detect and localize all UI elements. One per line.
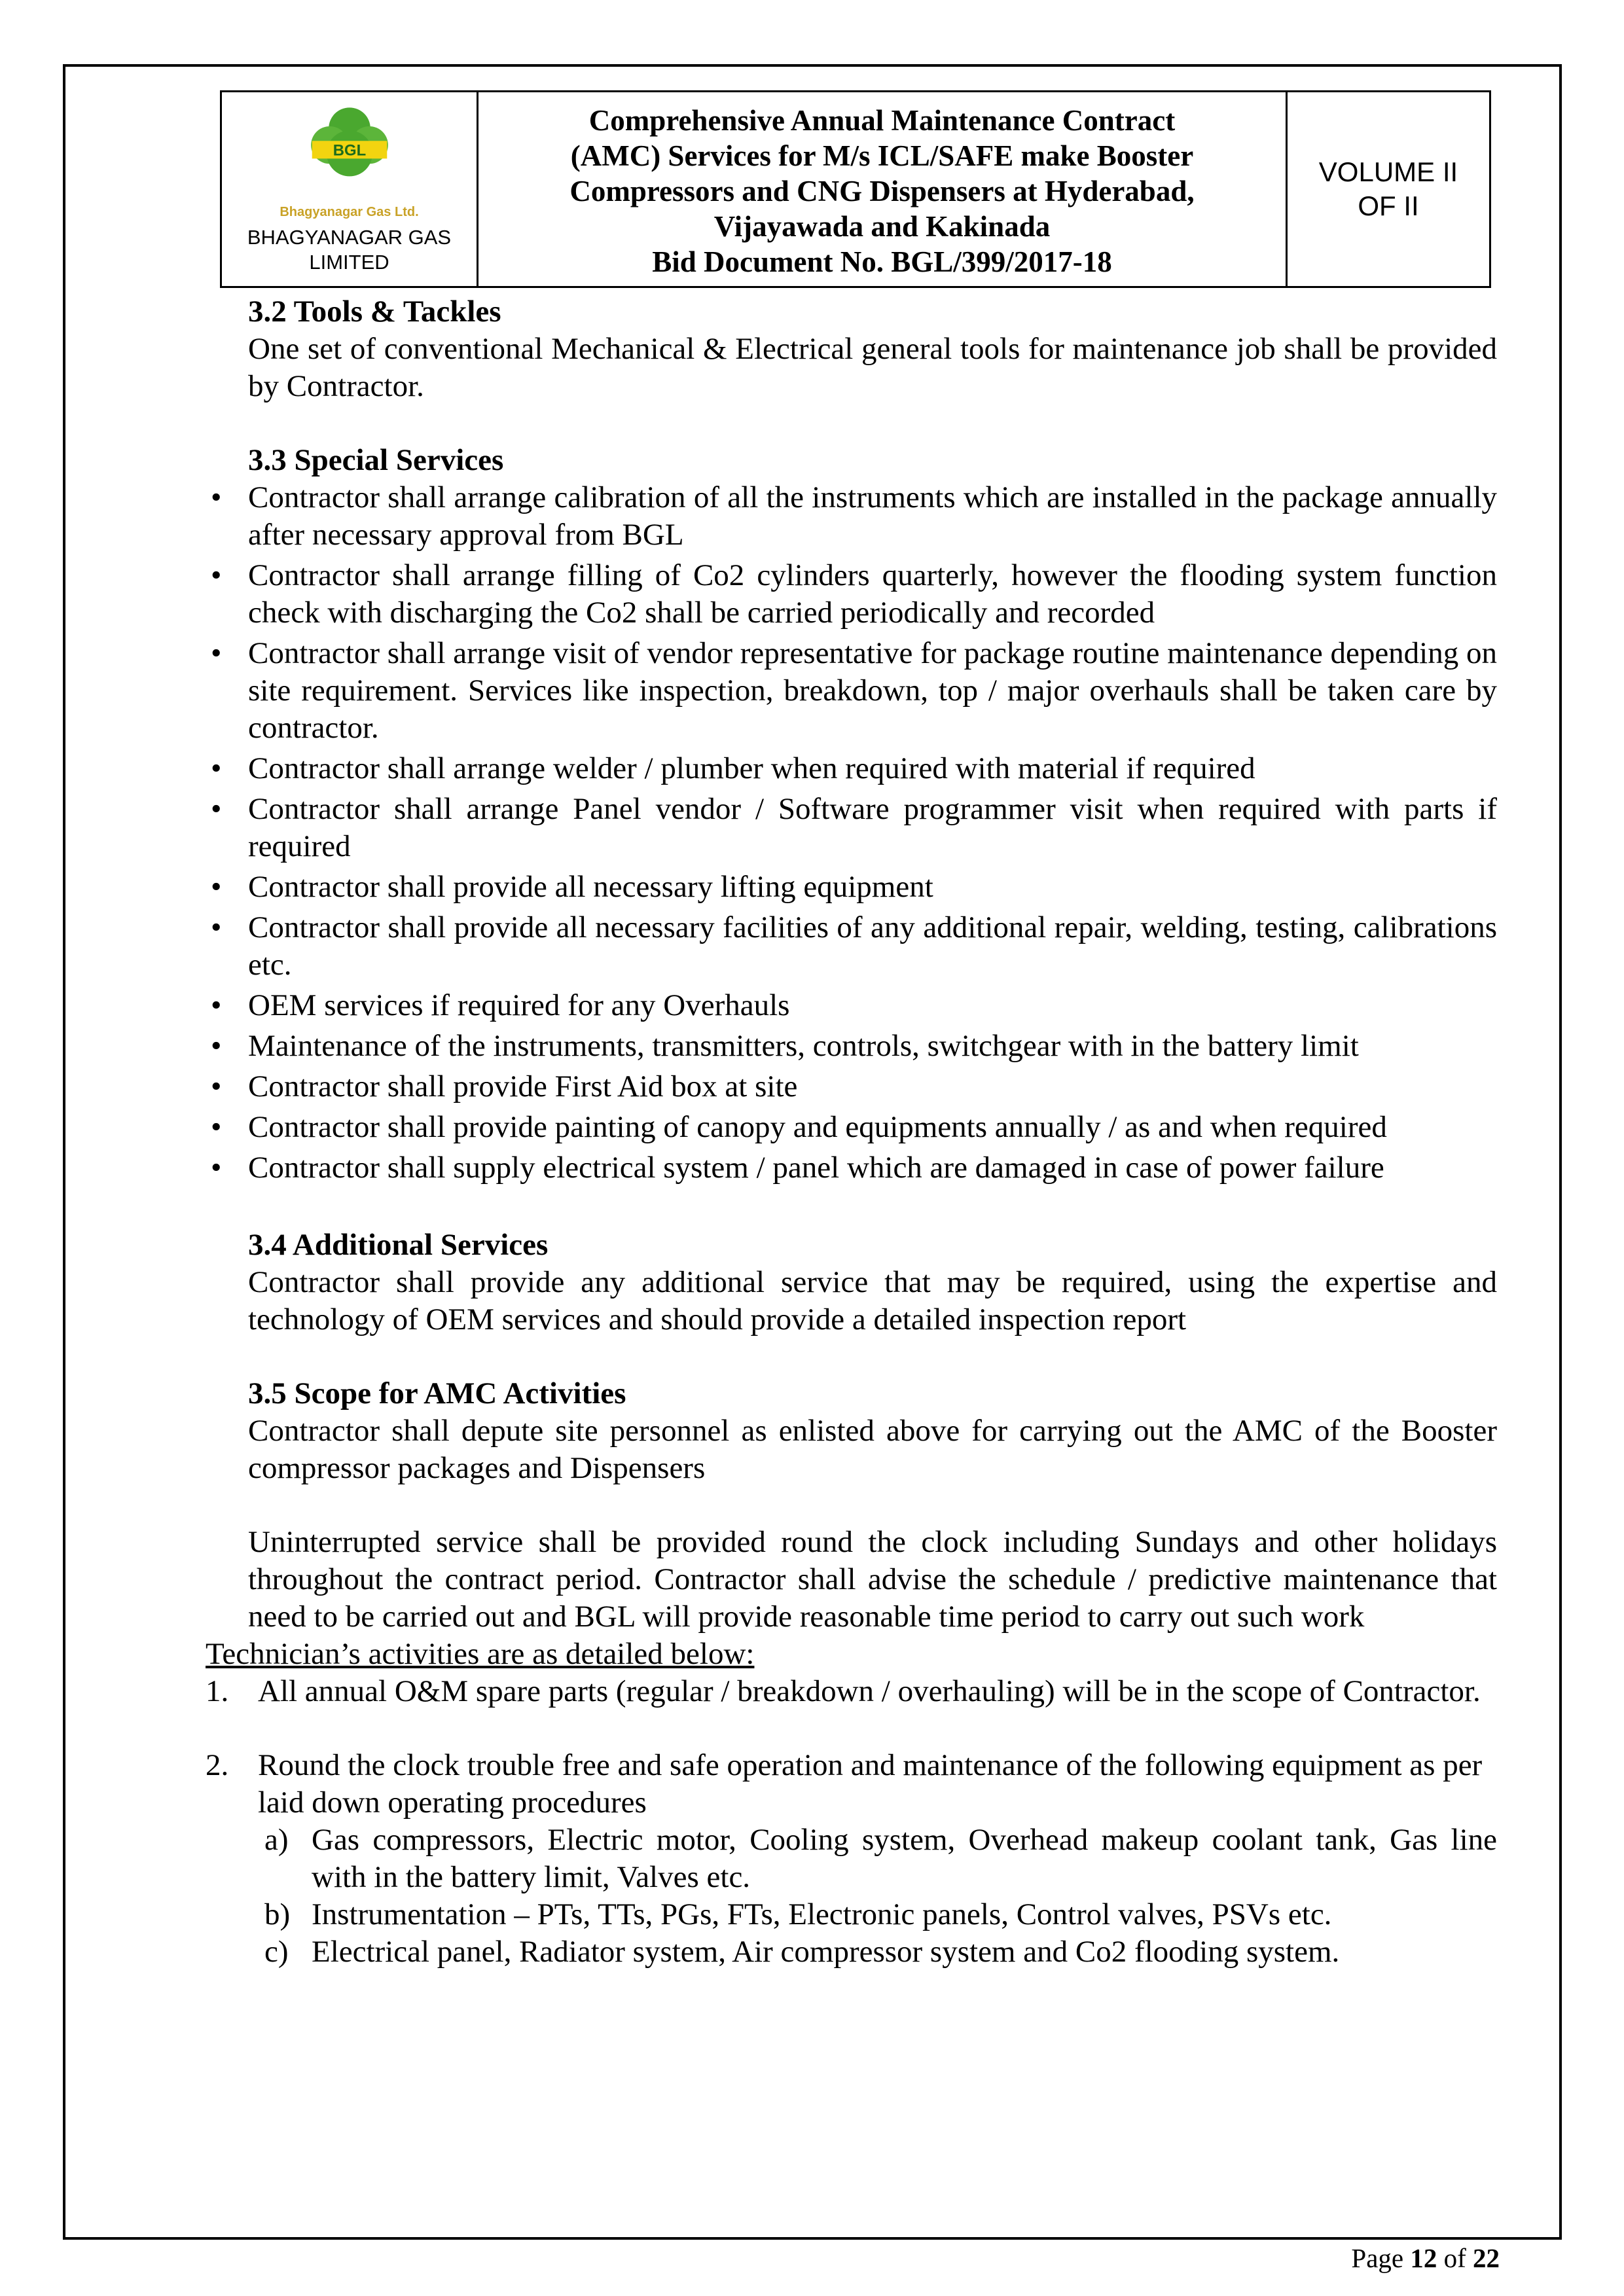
- bullet-item: • Contractor shall provide all necessary facilities of any additional repair, welding, testing, calibrations etc.: [206, 909, 1497, 984]
- volume-cell: [1288, 92, 1489, 286]
- logo-company-small: Bhagyanagar Gas Ltd.: [280, 205, 419, 219]
- item-number: 2.: [206, 1748, 229, 1782]
- special-services-list: [206, 479, 1497, 1187]
- of-label: of: [1437, 2243, 1473, 2273]
- document-title-line3: Compressors and CNG Dispensers at Hyderabad,: [569, 175, 1195, 207]
- bullet-item: • Contractor shall arrange filling of Co2 cylinders quarterly, however the flooding system function check with discharging the Co2 shall be carried periodically and recorded: [206, 557, 1497, 632]
- section-heading-3-2: 3.2 Tools & Tackles: [248, 295, 501, 329]
- document-title-line4: Vijayawada and Kakinada: [713, 210, 1051, 243]
- document-title-line2: (AMC) Services for M/s ICL/SAFE make Booster: [570, 139, 1194, 172]
- bid-document-number: Bid Document No. BGL/399/2017-18: [652, 245, 1112, 278]
- sub-item-text: Gas compressors, Electric motor, Cooling system, Overhead makeup coolant tank, Gas line with in the battery limit, Valves etc.: [312, 1823, 1497, 1894]
- item-number: 1.: [206, 1674, 229, 1708]
- spacer: [206, 1338, 1497, 1375]
- sub-item-b: [264, 1896, 1497, 1933]
- bullet-item: • Contractor shall supply electrical system / panel which are damaged in case of power failure: [206, 1149, 1497, 1187]
- numbered-item-1: [206, 1673, 1497, 1710]
- bgl-logo-graphic: [297, 103, 402, 195]
- bullet-item: • Contractor shall arrange calibration of all the instruments which are installed in the package annually after necessary approval from BGL: [206, 479, 1497, 554]
- page-number: 12: [1410, 2243, 1437, 2273]
- org-name-line2: LIMITED: [309, 251, 389, 274]
- bullet-item: • Contractor shall arrange Panel vendor / Software programmer visit when required with parts if required: [206, 791, 1497, 865]
- sub-item-letter: c): [264, 1935, 289, 1969]
- bullet-item: • Contractor shall arrange welder / plumber when required with material if required: [206, 750, 1497, 787]
- sub-item-letter: a): [264, 1823, 289, 1857]
- total-pages: 22: [1473, 2243, 1500, 2273]
- sub-item-letter: b): [264, 1897, 291, 1931]
- section-3-4-paragraph: Contractor shall provide any additional service that may be required, using the expertise and technology of OEM services and should provide a detailed inspection report: [248, 1265, 1497, 1336]
- bullet-item: • Contractor shall provide painting of canopy and equipments annually / as and when required: [206, 1109, 1497, 1146]
- bullet-item: • OEM services if required for any Overhauls: [206, 987, 1497, 1024]
- page-footer: [1351, 2242, 1500, 2274]
- company-logo-icon: [297, 103, 402, 204]
- volume-line2: OF II: [1358, 190, 1419, 221]
- spacer: [206, 1710, 1497, 1747]
- bullet-item: • Maintenance of the instruments, transmitters, controls, switchgear with in the battery limit: [206, 1028, 1497, 1065]
- page-frame: [63, 64, 1562, 2240]
- org-name: [247, 225, 451, 275]
- document-body: [65, 288, 1559, 1971]
- document-title-cell: [478, 92, 1288, 286]
- document-header: [220, 90, 1491, 288]
- bullet-item: • Contractor shall provide First Aid box at site: [206, 1068, 1497, 1105]
- sub-item-c: [264, 1933, 1497, 1971]
- section-3-2-paragraph: One set of conventional Mechanical & Electrical general tools for maintenance job shall be provided by Contractor.: [248, 332, 1497, 403]
- sub-item-text: Instrumentation – PTs, TTs, PGs, FTs, Electronic panels, Control valves, PSVs etc.: [312, 1897, 1332, 1931]
- technician-activities-heading: Technician’s activities are as detailed below:: [206, 1637, 755, 1671]
- org-name-line1: BHAGYANAGAR GAS: [247, 226, 452, 249]
- spacer: [206, 405, 1497, 442]
- bullet-item: • Contractor shall arrange visit of vendor representative for package routine maintenance depending on site requirement. Services like inspection, breakdown, top / major overhauls shall be taken care by contractor.: [206, 635, 1497, 747]
- item-text: Round the clock trouble free and safe operation and maintenance of the following equipment as per laid down operating procedures: [258, 1748, 1483, 1820]
- page-label: Page: [1351, 2243, 1411, 2273]
- section-heading-3-3: 3.3 Special Services: [248, 443, 504, 477]
- section-heading-3-4: 3.4 Additional Services: [248, 1228, 549, 1262]
- section-3-5-paragraph-1: Contractor shall depute site personnel as enlisted above for carrying out the AMC of the Booster compressor packages and Dispensers: [248, 1414, 1497, 1485]
- volume-line1: VOLUME II: [1318, 156, 1458, 187]
- spacer: [206, 1190, 1497, 1227]
- document-title-line1: Comprehensive Annual Maintenance Contract: [588, 104, 1176, 137]
- section-3-5-paragraph-2: Uninterrupted service shall be provided round the clock including Sundays and other holidays throughout the contract period. Contractor shall advise the schedule / predictive maintenance that need to be carried out and BGL will provide reasonable time period to carry out such work: [248, 1525, 1497, 1634]
- numbered-item-2: [206, 1747, 1497, 1821]
- sub-item-a: [264, 1821, 1497, 1896]
- logo-acronym: BGL: [333, 141, 366, 160]
- spacer: [206, 1487, 1497, 1524]
- section-heading-3-5: 3.5 Scope for AMC Activities: [248, 1376, 626, 1410]
- item-text: All annual O&M spare parts (regular / breakdown / overhauling) will be in the scope of Contractor.: [258, 1674, 1481, 1708]
- bullet-item: • Contractor shall provide all necessary lifting equipment: [206, 869, 1497, 906]
- logo-cell: [222, 92, 478, 286]
- sub-item-text: Electrical panel, Radiator system, Air compressor system and Co2 flooding system.: [312, 1935, 1340, 1969]
